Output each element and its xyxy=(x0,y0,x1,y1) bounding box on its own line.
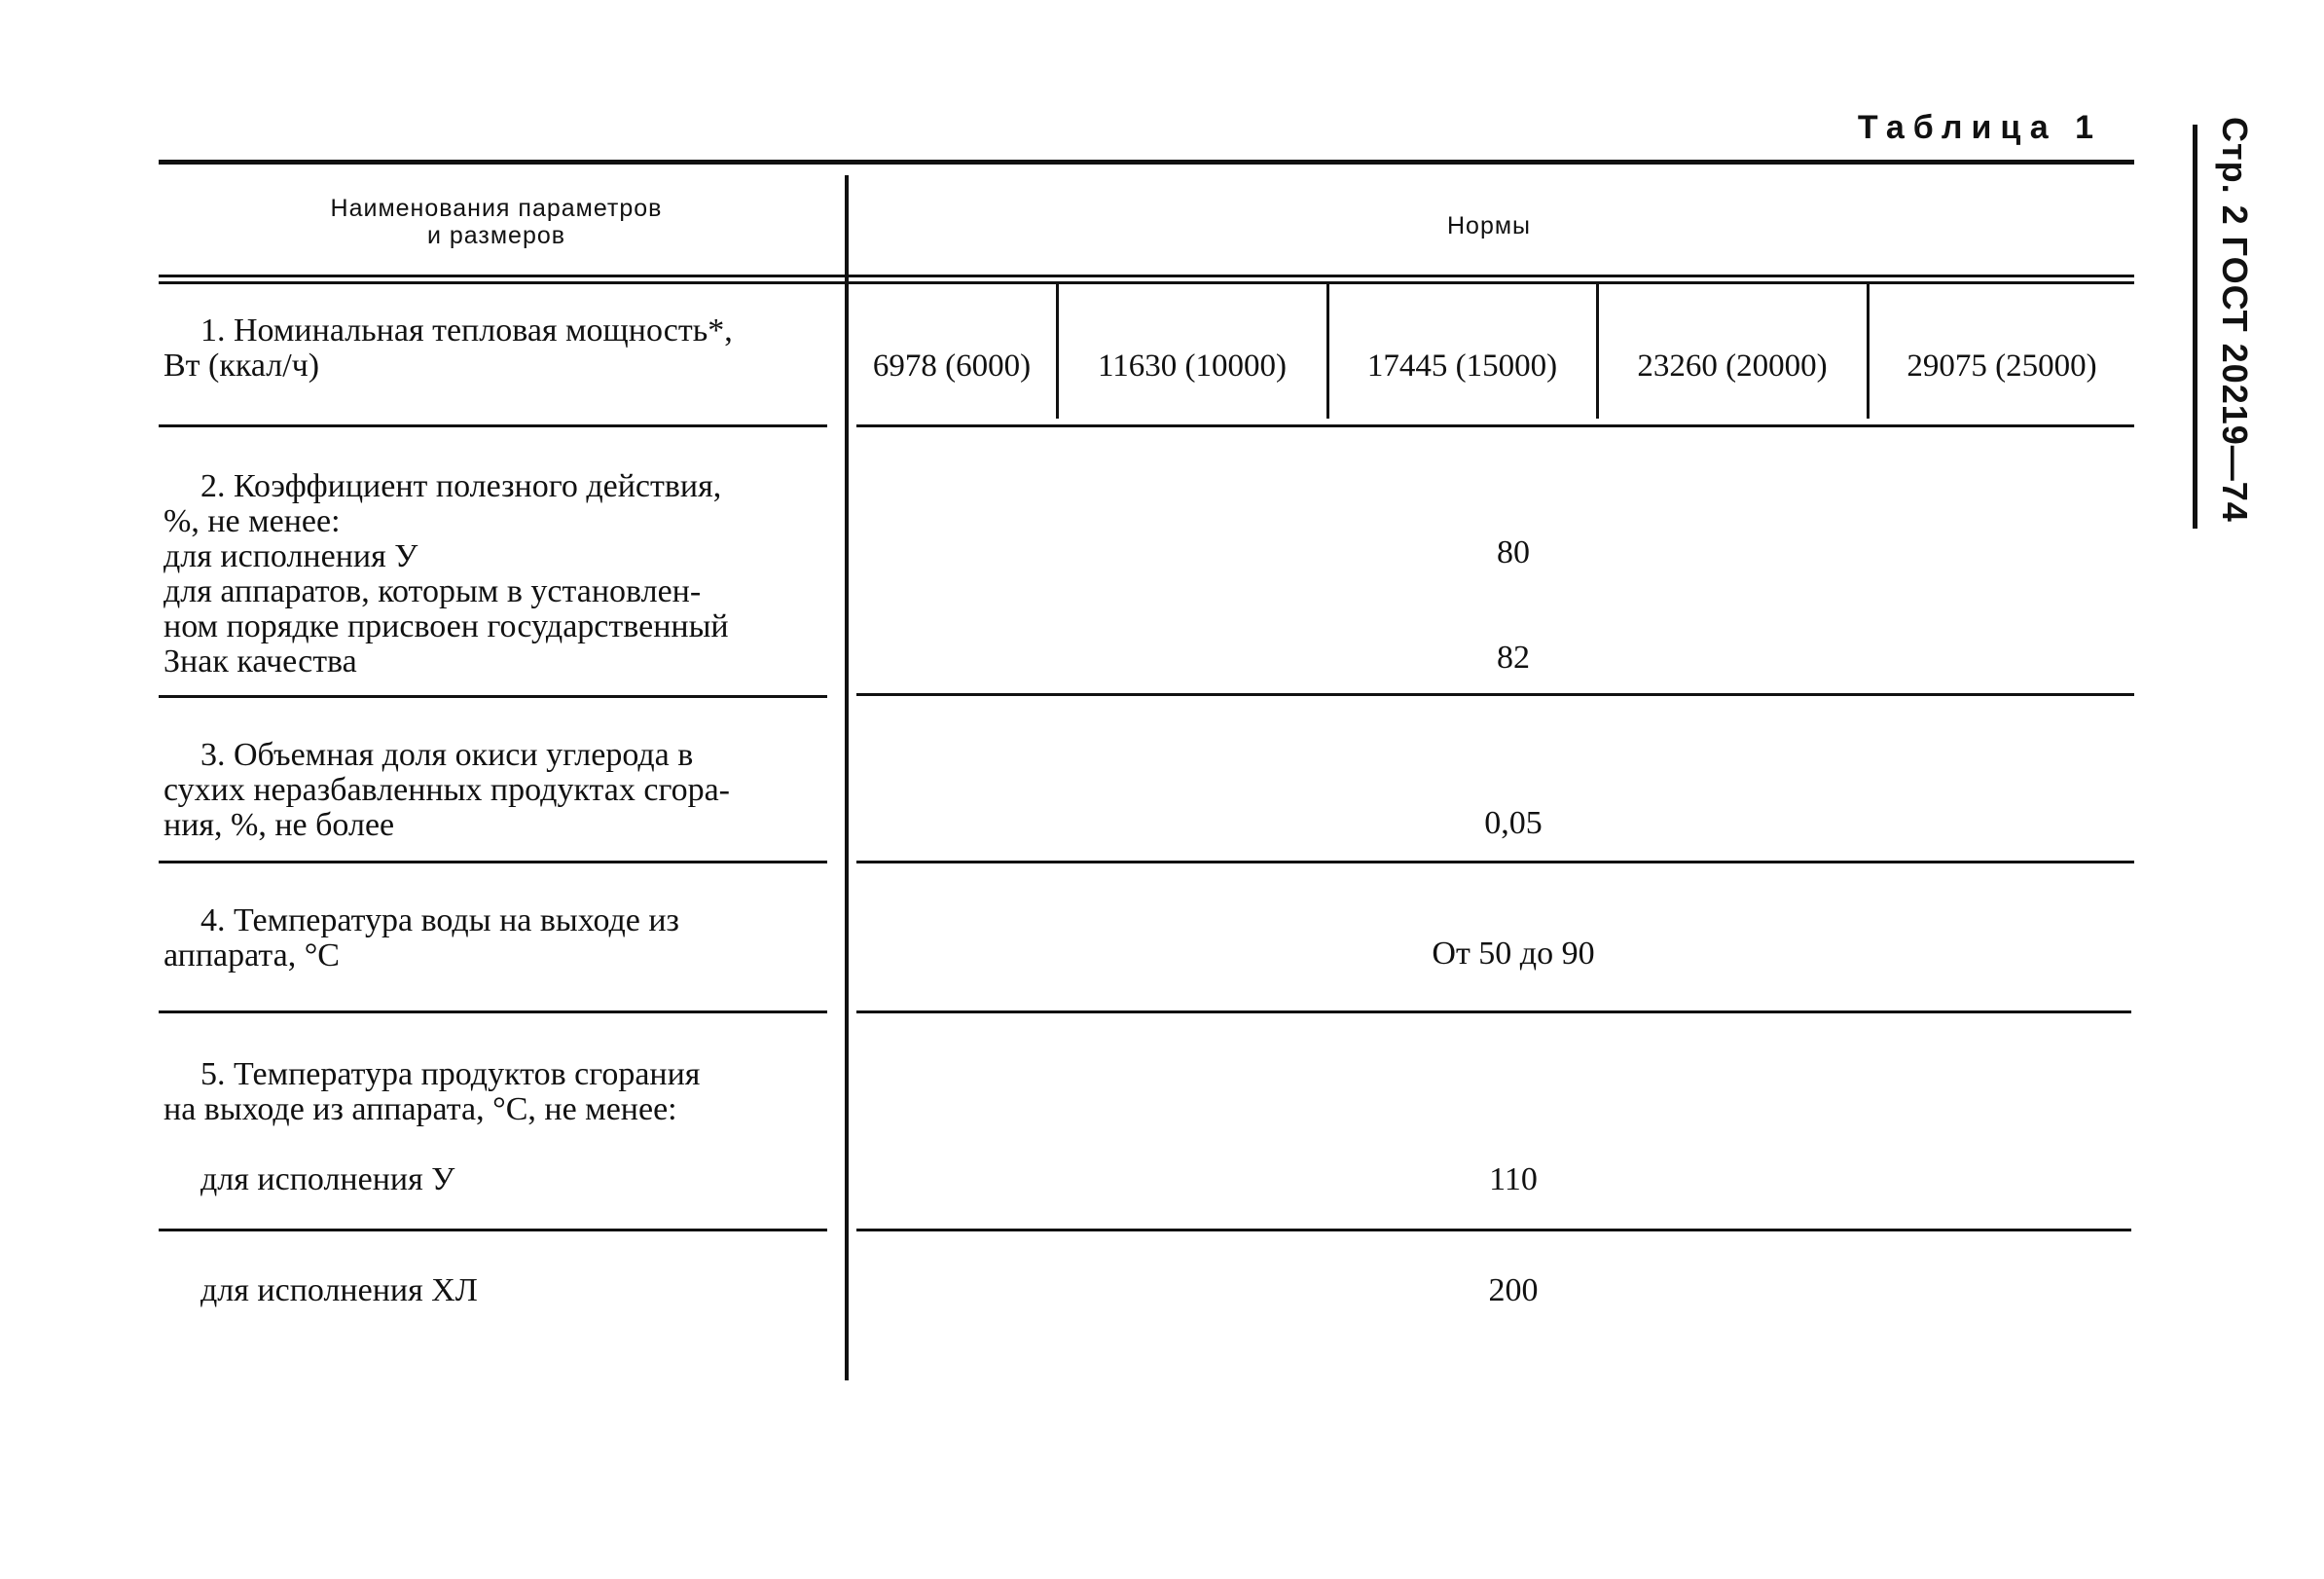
row-rule-2-right xyxy=(856,693,2134,696)
header-param-line: и размеров xyxy=(426,222,566,249)
header-param-column xyxy=(234,195,759,249)
row-rule-3-right xyxy=(856,861,2134,863)
param-row-2 xyxy=(163,469,822,679)
param-line: Знак качества xyxy=(163,643,357,679)
param-line: для исполнения У xyxy=(163,538,418,574)
gas-temp-value-hl: 200 xyxy=(1488,1272,1539,1308)
param-line: для аппаратов, которым в установлен- xyxy=(163,573,702,609)
param-row-3 xyxy=(163,738,822,843)
co-value: 0,05 xyxy=(1484,805,1543,841)
param-line: Вт (ккал/ч) xyxy=(163,348,320,384)
row-rule-2-left xyxy=(159,695,827,698)
power-value-1: 6978 (6000) xyxy=(872,349,1032,384)
header-bottom-rule-2 xyxy=(159,281,2134,284)
param-line: %, не менее: xyxy=(163,503,341,539)
efficiency-value-2: 82 xyxy=(1497,640,1530,676)
param-line: 4. Температура воды на выходе из xyxy=(200,902,679,938)
param-line: аппарата, °С xyxy=(163,937,340,973)
power-value-3: 17445 (15000) xyxy=(1366,349,1558,384)
header-bottom-rule-1 xyxy=(159,275,2134,277)
row-rule-4-right xyxy=(856,1010,2131,1013)
param-line: 5. Температура продуктов сгорания xyxy=(200,1056,701,1092)
power-value-5: 29075 (25000) xyxy=(1906,349,2097,384)
efficiency-value-1: 80 xyxy=(1497,534,1530,570)
param-line: 2. Коэффициент полезного действия, xyxy=(200,468,722,504)
power-value-4: 23260 (20000) xyxy=(1637,349,1828,384)
side-header: Стр. 2 ГОСТ 20219—74 xyxy=(2215,117,2255,523)
table-title: Таблица 1 xyxy=(1857,109,2102,146)
row-rule-5-right xyxy=(856,1229,2131,1231)
gas-temp-value-u: 110 xyxy=(1489,1161,1538,1197)
param-line: для исполнения ХЛ xyxy=(200,1272,478,1308)
param-line: для исполнения У xyxy=(200,1161,455,1197)
power-value-2: 11630 (10000) xyxy=(1097,349,1287,384)
row-rule-3-left xyxy=(159,861,827,863)
param-line: 1. Номинальная тепловая мощность*, xyxy=(200,312,733,349)
header-norms: Нормы xyxy=(1446,212,1532,239)
param-line: сухих неразбавленных продуктах сгора- xyxy=(163,772,730,808)
param-row-4 xyxy=(163,903,822,973)
param-line: на выходе из аппарата, °С, не менее: xyxy=(163,1091,677,1127)
param-row-1 xyxy=(163,313,822,384)
row-rule-1-right xyxy=(856,424,2134,427)
param-row-5 xyxy=(163,1057,822,1197)
header-param-line: Наименования параметров xyxy=(330,195,663,222)
row-rule-4-left xyxy=(159,1010,827,1013)
param-row-6 xyxy=(163,1273,822,1308)
row-rule-1-left xyxy=(159,424,827,427)
param-line: 3. Объемная доля окиси углерода в xyxy=(200,737,694,773)
param-line: ния, %, не более xyxy=(163,807,395,843)
side-rule xyxy=(2193,125,2197,529)
param-line: ном порядке присвоен государственный xyxy=(163,608,729,644)
table-top-rule xyxy=(159,160,2134,165)
row-rule-5-left xyxy=(159,1229,827,1231)
water-temp-value: От 50 до 90 xyxy=(1432,936,1595,972)
